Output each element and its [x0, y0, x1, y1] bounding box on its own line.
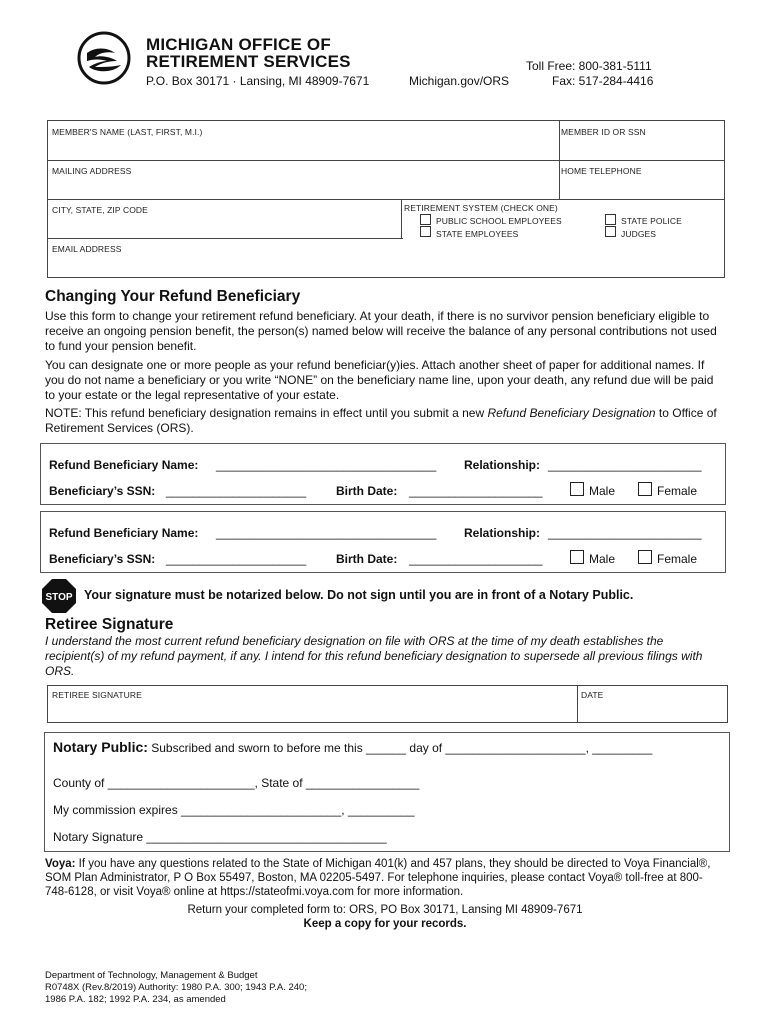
birth-date-label: Birth Date:	[336, 484, 398, 498]
return-instructions: Return your completed form to: ORS, PO Box 30171, Lansing MI 48909-7671	[187, 904, 583, 916]
relationship-input[interactable]: _______________________	[548, 458, 702, 472]
male-label: Male	[589, 552, 616, 566]
beneficiary-name-label: Refund Beneficiary Name:	[49, 458, 199, 472]
member-info-box	[47, 120, 725, 278]
relationship-label: Relationship:	[464, 458, 541, 472]
relationship-input[interactable]: _______________________	[548, 526, 702, 540]
ssn-input[interactable]: _____________________	[166, 484, 307, 498]
mailing-address-field[interactable]: MAILING ADDRESS	[52, 166, 132, 176]
retirement-system-label: RETIREMENT SYSTEM (CHECK ONE)	[404, 203, 558, 213]
relationship-label: Relationship:	[464, 526, 541, 540]
beneficiary-name-label: Refund Beneficiary Name:	[49, 526, 199, 540]
city-state-zip-field[interactable]: CITY, STATE, ZIP CODE	[52, 205, 148, 215]
female-checkbox[interactable]	[638, 482, 652, 496]
intro-paragraph: Use this form to change your retirement refund beneficiary. At your death, if there is no survivor pension beneficiary eligible to receive an ongoing pension benefit, the person(s) named below will receive the balance of any personal contributions not used to fund your pension benefit.	[45, 309, 717, 353]
retiree-statement: I understand the most current refund beneficiary designation on file with ORS at the time of my death establishes the recipient(s) of my refund payment, if any. I intend for this refund beneficiary designation to supersede all previous filings with ORS.	[45, 634, 703, 678]
female-label: Female	[657, 552, 698, 566]
org-name-line1: MICHIGAN OFFICE OF	[146, 35, 331, 54]
notary-commission-line[interactable]: My commission expires ________________________, __________	[53, 803, 415, 817]
stop-sign-icon	[41, 578, 77, 614]
member-name-field[interactable]: MEMBER'S NAME (LAST, FIRST, M.I.)	[52, 127, 203, 137]
male-checkbox[interactable]	[570, 550, 584, 564]
toll-free-number: Toll Free: 800-381-5111	[526, 59, 652, 73]
judges-label: JUDGES	[621, 229, 657, 239]
state-police-checkbox[interactable]	[605, 214, 616, 225]
org-address: P.O. Box 30171 · Lansing, MI 48909-7671	[146, 74, 370, 88]
notary-box	[44, 732, 730, 852]
retiree-signature-field[interactable]: RETIREE SIGNATURE	[52, 690, 142, 700]
judges-checkbox[interactable]	[605, 226, 616, 237]
footer-dept: Department of Technology, Management & Budget	[45, 970, 258, 981]
fax-number: Fax: 517-284-4416	[552, 74, 654, 88]
notary-line-1[interactable]: Notary Public: Subscribed and sworn to before me this ______ day of _____________________, _________	[53, 739, 653, 755]
home-telephone-field[interactable]: HOME TELEPHONE	[561, 166, 642, 176]
state-employees-label: STATE EMPLOYEES	[436, 229, 519, 239]
section-title-retiree-signature: Retiree Signature	[45, 616, 174, 633]
birth-date-input[interactable]: ____________________	[409, 552, 543, 566]
beneficiary-box-2	[40, 511, 726, 573]
public-school-label: PUBLIC SCHOOL EMPLOYEES	[436, 216, 562, 226]
ssn-label: Beneficiary’s SSN:	[49, 552, 156, 566]
footer-form-number: R0748X (Rev.8/2019) Authority: 1980 P.A. 300; 1943 P.A. 240;	[45, 982, 307, 993]
female-checkbox[interactable]	[638, 550, 652, 564]
date-field[interactable]: DATE	[581, 690, 604, 700]
ssn-input[interactable]: _____________________	[166, 552, 307, 566]
org-name-line2: RETIREMENT SERVICES	[146, 52, 351, 71]
voya-notice: Voya: If you have any questions related to the State of Michigan 401(k) and 457 plans, they should be directed to Voya Financial®, SOM Plan Administrator, P O Box 55497, Boston, MA 02205-5497. For telephone inquiries, please contact Voya® toll-free at 800-748-6128, or visit Voya® online at https://stateofmi.voya.com for more information.	[45, 858, 711, 898]
state-employees-checkbox[interactable]	[420, 226, 431, 237]
note-paragraph: NOTE: This refund beneficiary designation remains in effect until you submit a new Refund Beneficiary Designation to Office of Retirement Services (ORS).	[45, 406, 717, 435]
male-checkbox[interactable]	[570, 482, 584, 496]
beneficiary-name-input[interactable]: _________________________________	[216, 526, 437, 540]
notary-title: Notary Public:	[53, 739, 148, 755]
section-title-refund-beneficiary: Changing Your Refund Beneficiary	[45, 288, 301, 305]
beneficiary-name-input[interactable]: _________________________________	[216, 458, 437, 472]
beneficiary-box-1	[40, 443, 726, 505]
ssn-label: Beneficiary’s SSN:	[49, 484, 156, 498]
footer-authority: 1986 P.A. 182; 1992 P.A. 234, as amended	[45, 994, 226, 1005]
state-police-label: STATE POLICE	[621, 216, 682, 226]
public-school-checkbox[interactable]	[420, 214, 431, 225]
notary-signature-line[interactable]: Notary Signature ____________________________________	[53, 830, 387, 844]
notary-county-line[interactable]: County of ______________________, State of _________________	[53, 776, 420, 790]
keep-copy-note: Keep a copy for your records.	[303, 918, 467, 930]
birth-date-label: Birth Date:	[336, 552, 398, 566]
female-label: Female	[657, 484, 698, 498]
org-website: Michigan.gov/ORS	[409, 74, 510, 88]
email-address-field[interactable]: EMAIL ADDRESS	[52, 244, 122, 254]
ors-logo-icon	[77, 31, 131, 85]
birth-date-input[interactable]: ____________________	[409, 484, 543, 498]
male-label: Male	[589, 484, 616, 498]
member-id-field[interactable]: MEMBER ID OR SSN	[561, 127, 646, 137]
signature-box	[47, 685, 728, 723]
notarize-warning: Your signature must be notarized below. Do not sign until you are in front of a Notary Public.	[84, 588, 634, 602]
designation-paragraph: You can designate one or more people as your refund beneficiar(y)ies. Attach another sheet of paper for additional names. If you do not name a beneficiary or you write “NONE” on the beneficiary name line, upon your death, any refund due will be paid to your estate or the legal representative of your estate.	[45, 358, 714, 402]
stop-sign-text: STOP	[45, 592, 73, 603]
